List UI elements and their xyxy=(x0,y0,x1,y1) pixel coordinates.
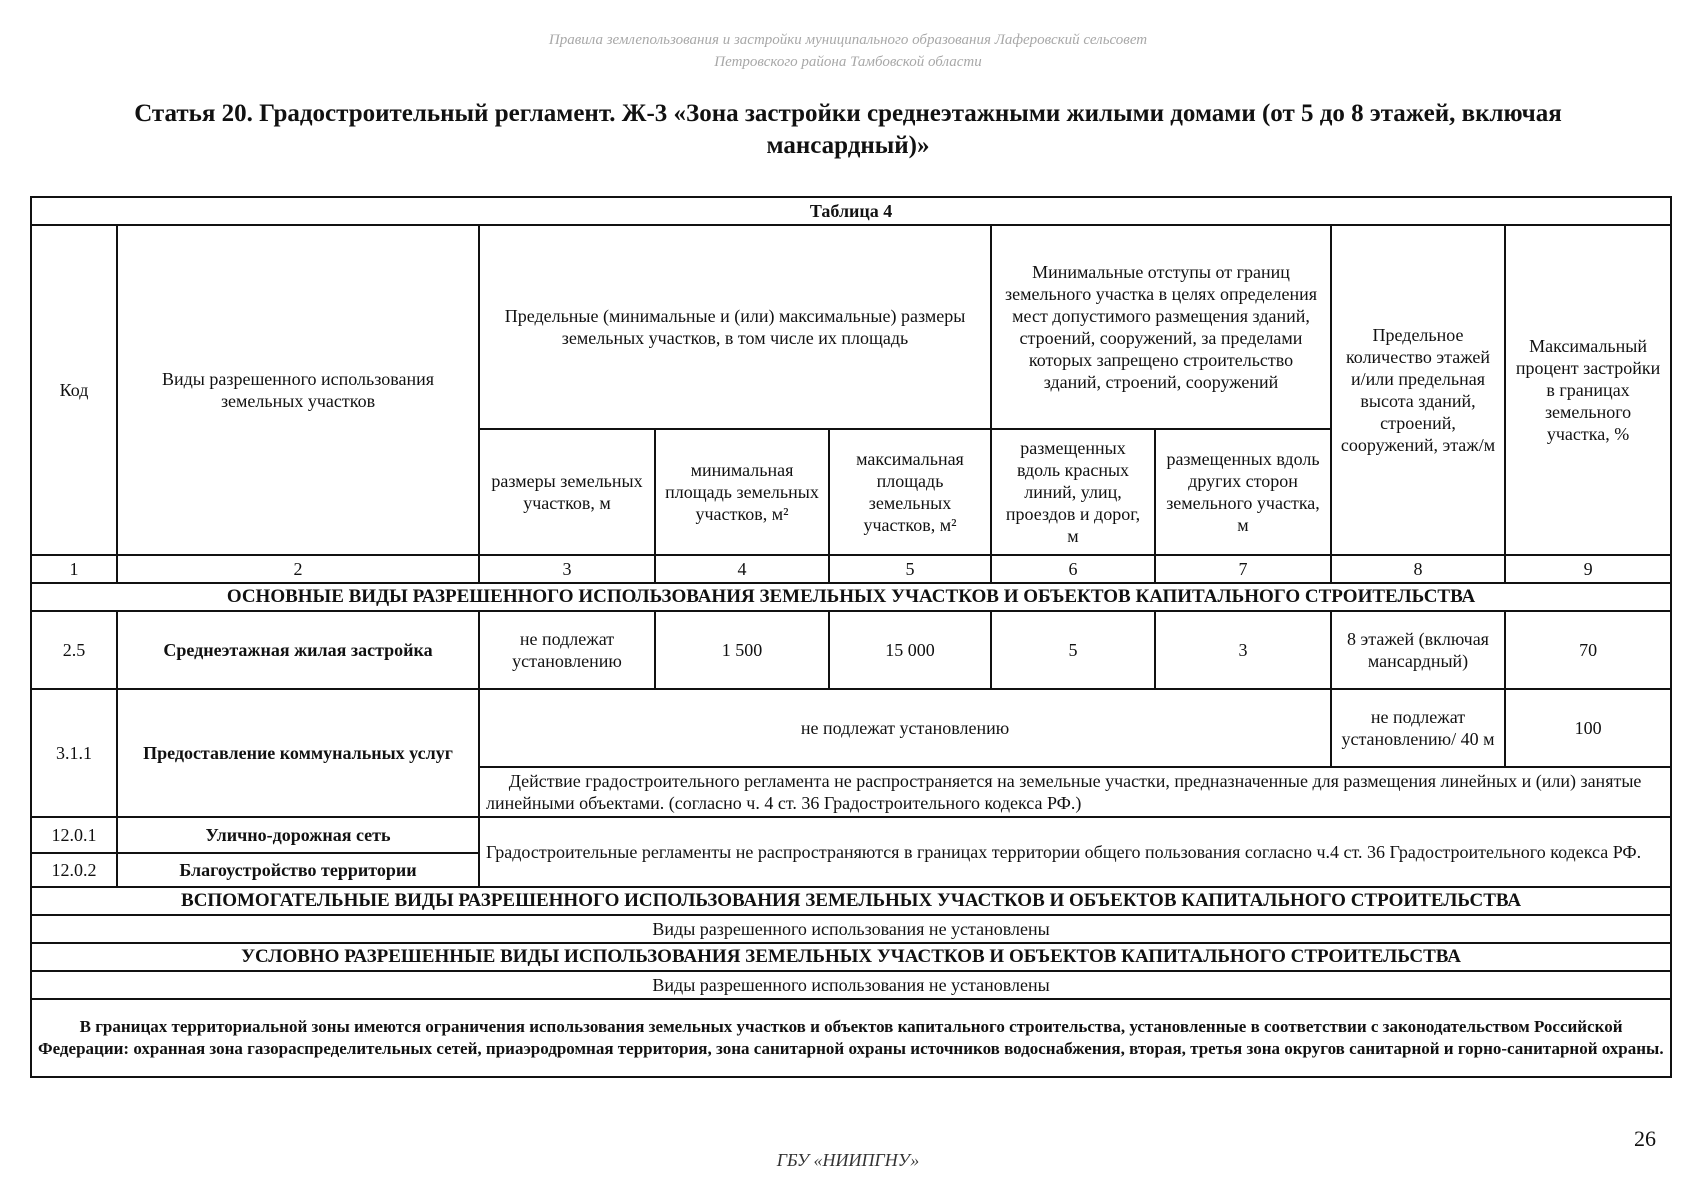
conditional-text: Виды разрешенного использования не установлены xyxy=(31,971,1671,999)
row-merged-value: не подлежат установлению xyxy=(479,689,1331,767)
row-percent: 100 xyxy=(1505,689,1671,767)
row-code: 3.1.1 xyxy=(31,689,117,817)
row-floors: 8 этажей (включая мансардный) xyxy=(1331,611,1505,689)
header-min-area: минимальная площадь земельных участков, м² xyxy=(655,429,829,555)
header-setback-red: размещенных вдоль красных линий, улиц, проездов и дорог, м xyxy=(991,429,1155,555)
row-note: Градостроительные регламенты не распространяются в границах территории общего пользования согласно ч.4 ст. 36 Градостроительного кодекса РФ. xyxy=(479,817,1671,887)
header-line-2: Петровского района Тамбовской области xyxy=(714,54,982,70)
row-code: 12.0.1 xyxy=(31,817,117,853)
row-code: 12.0.2 xyxy=(31,853,117,887)
column-number: 8 xyxy=(1331,555,1505,583)
column-number: 5 xyxy=(829,555,991,583)
header-line-1: Правила землепользования и застройки муниципального образования Лаферовский сельсовет xyxy=(548,32,1148,48)
header-plot-limits: Предельные (минимальные и (или) максимальные) размеры земельных участков, в том числе их площадь xyxy=(479,225,991,429)
row-name: Улично-дорожная сеть xyxy=(117,817,479,853)
row-setback-other: 3 xyxy=(1155,611,1331,689)
section-aux: ВСПОМОГАТЕЛЬНЫЕ ВИДЫ РАЗРЕШЕННОГО ИСПОЛЬЗОВАНИЯ ЗЕМЕЛЬНЫХ УЧАСТКОВ И ОБЪЕКТОВ КАПИТАЛЬНОГО СТРОИТЕЛЬСТВА xyxy=(31,887,1671,915)
regulation-table xyxy=(30,196,1672,1078)
table-row xyxy=(31,611,1671,689)
header-max-percent: Максимальный процент застройки в границах земельного участка, % xyxy=(1505,225,1671,555)
column-number: 1 xyxy=(31,555,117,583)
row-setback-red: 5 xyxy=(991,611,1155,689)
row-name: Среднеэтажная жилая застройка xyxy=(117,611,479,689)
column-number: 6 xyxy=(991,555,1155,583)
aux-text: Виды разрешенного использования не установлены xyxy=(31,915,1671,943)
row-note: Действие градостроительного регламента не распространяется на земельные участки, предназначенные для размещения линейных и (или) занятые линейными объектами. (согласно ч. 4 ст. 36 Градостроительного кодекса РФ.) xyxy=(479,767,1671,817)
header-code: Код xyxy=(31,225,117,555)
header-setback-other: размещенных вдоль других сторон земельного участка, м xyxy=(1155,429,1331,555)
header-use-types: Виды разрешенного использования земельных участков xyxy=(117,225,479,555)
column-number: 7 xyxy=(1155,555,1331,583)
row-name: Предоставление коммунальных услуг xyxy=(117,689,479,817)
section-main: ОСНОВНЫЕ ВИДЫ РАЗРЕШЕННОГО ИСПОЛЬЗОВАНИЯ ЗЕМЕЛЬНЫХ УЧАСТКОВ И ОБЪЕКТОВ КАПИТАЛЬНОГО СТРОИТЕЛЬСТВА xyxy=(31,583,1671,611)
article-title: Статья 20. Градостроительный регламент. Ж-3 «Зона застройки среднеэтажными жилыми домами (от 5 до 8 этажей, включая мансардный)» xyxy=(134,100,1562,159)
header-setbacks: Минимальные отступы от границ земельного участка в целях определения мест допустимого размещения зданий, строений, сооружений, за пределами которых запрещено строительство зданий, строений, сооружений xyxy=(991,225,1331,429)
row-code: 2.5 xyxy=(31,611,117,689)
restrictions-note: В границах территориальной зоны имеются ограничения использования земельных участков и объектов капитального строительства, установленные в соответствии с законодательством Российской Федерации: охранная зона газораспределительных сетей, приаэродромная территория, зона санитарной охраны источников водоснабжения, вторая, третья зона округов санитарной и горно-санитарной охраны. xyxy=(31,999,1671,1077)
row-floors: не подлежат установлению/ 40 м xyxy=(1331,689,1505,767)
row-max-area: 15 000 xyxy=(829,611,991,689)
column-number: 2 xyxy=(117,555,479,583)
row-percent: 70 xyxy=(1505,611,1671,689)
section-conditional: УСЛОВНО РАЗРЕШЕННЫЕ ВИДЫ ИСПОЛЬЗОВАНИЯ ЗЕМЕЛЬНЫХ УЧАСТКОВ И ОБЪЕКТОВ КАПИТАЛЬНОГО СТРОИТЕЛЬСТВА xyxy=(31,943,1671,971)
row-name: Благоустройство территории xyxy=(117,853,479,887)
table-row xyxy=(31,689,1671,767)
table-caption: Таблица 4 xyxy=(31,197,1671,225)
table-row xyxy=(31,817,1671,853)
footer: ГБУ «НИИПГНУ» xyxy=(776,1150,920,1170)
column-number: 4 xyxy=(655,555,829,583)
page-number: 26 xyxy=(1634,1126,1656,1151)
column-number-row xyxy=(31,555,1671,583)
header-max-area: максимальная площадь земельных участков, м² xyxy=(829,429,991,555)
row-min-area: 1 500 xyxy=(655,611,829,689)
row-plot-size: не подлежат установлению xyxy=(479,611,655,689)
column-number: 9 xyxy=(1505,555,1671,583)
column-number: 3 xyxy=(479,555,655,583)
header-floors: Предельное количество этажей и/или предельная высота зданий, строений, сооружений, этаж/м xyxy=(1331,225,1505,555)
header-plot-size: размеры земельных участков, м xyxy=(479,429,655,555)
